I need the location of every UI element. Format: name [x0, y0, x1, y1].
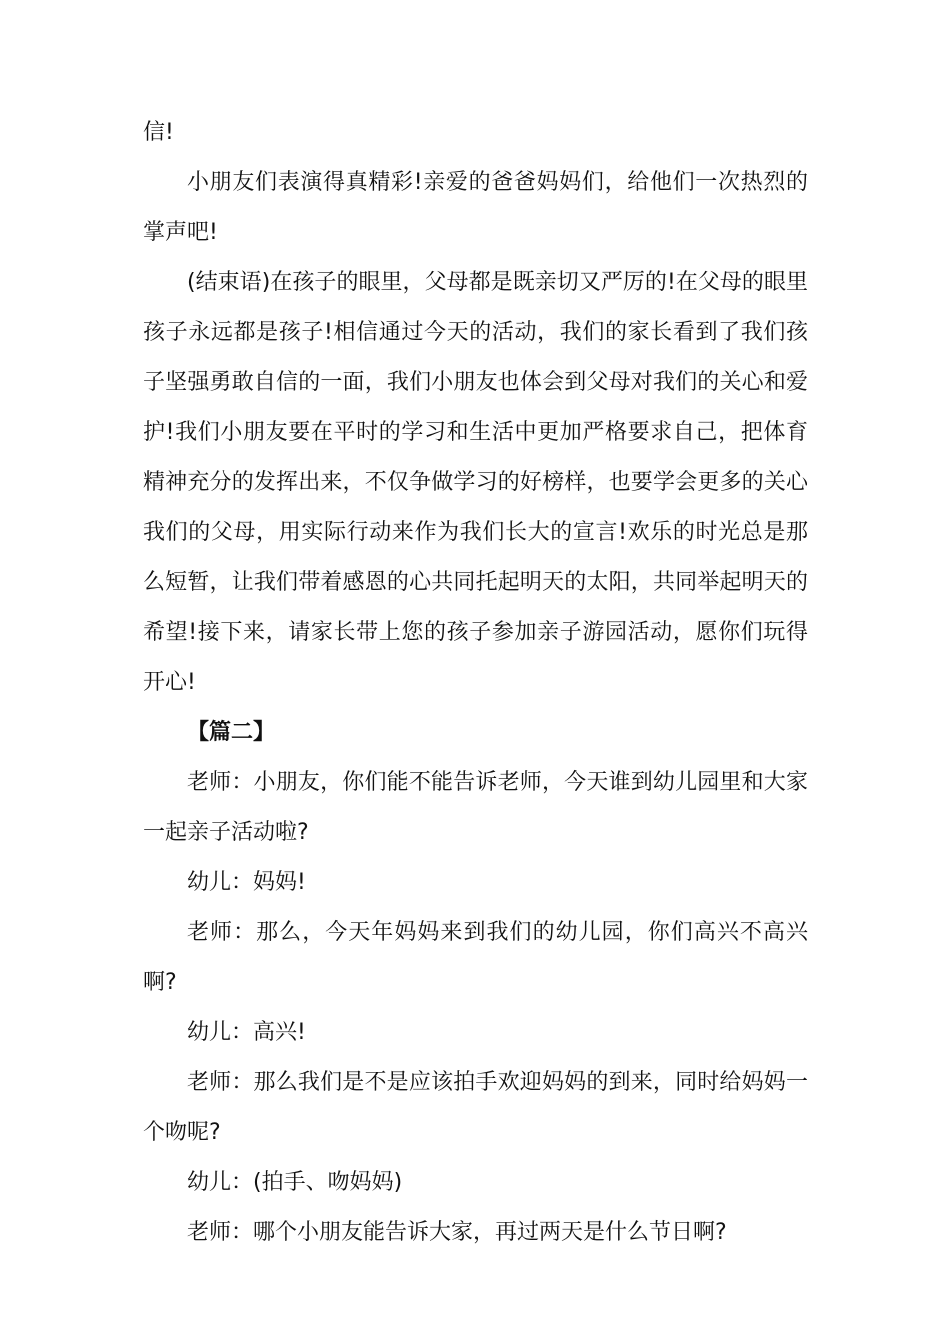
dialogue-line: 幼儿：妈妈!	[187, 870, 306, 895]
dialogue-line: 老师：哪个小朋友能告诉大家，再过两天是什么节日啊?	[187, 1220, 727, 1245]
dialogue-line: 老师：小朋友，你们能不能告诉老师，今天谁到幼儿园里和大家一起亲子活动啦?	[143, 770, 808, 845]
dialogue-line: 老师：那么，今天年妈妈来到我们的幼儿园，你们高兴不高兴啊?	[143, 920, 808, 995]
document-body	[143, 108, 808, 1258]
section-heading: 【篇二】	[187, 720, 276, 745]
dialogue-line: 幼儿：(拍手、吻妈妈)	[187, 1170, 403, 1195]
dialogue-line: 幼儿：高兴!	[187, 1020, 306, 1045]
paragraph-applause: 小朋友们表演得真精彩!亲爱的爸爸妈妈们，给他们一次热烈的掌声吧!	[143, 170, 808, 245]
dialogue-line: 老师：那么我们是不是应该拍手欢迎妈妈的到来，同时给妈妈一个吻呢?	[143, 1070, 808, 1145]
paragraph-continuation: 信!	[143, 120, 174, 145]
paragraph-closing-remarks: (结束语)在孩子的眼里，父母都是既亲切又严厉的!在父母的眼里孩子永远都是孩子!相信通过今天的活动，我们的家长看到了我们孩子坚强勇敢自信的一面，我们小朋友也体会到父母对我们的关心和爱护!我们小朋友要在平时的学习和生活中更加严格要求自己，把体育精神充分的发挥出来，不仅争做学习的好榜样，也要学会更多的关心我们的父母，用实际行动来作为我们长大的宣言!欢乐的时光总是那么短暂，让我们带着感恩的心共同托起明天的太阳，共同举起明天的希望!接下来，请家长带上您的孩子参加亲子游园活动，愿你们玩得开心!	[143, 270, 808, 695]
